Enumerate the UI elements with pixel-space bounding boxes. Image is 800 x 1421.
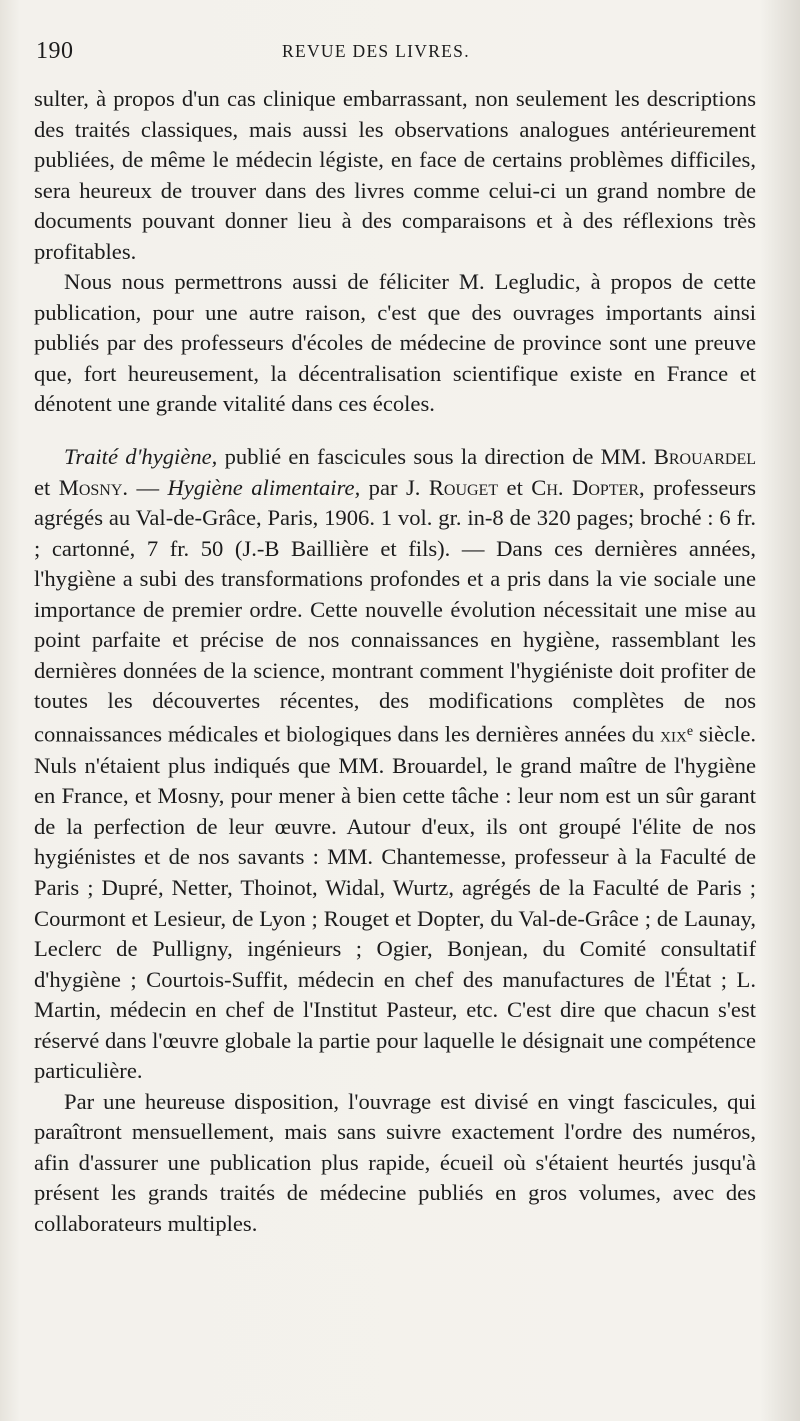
review-text-2: et: [34, 474, 59, 500]
paragraph-fascicules: Par une heureuse disposition, l'ouvrage est divisé en vingt fascicules, qui paraîtront mensuellement, mais sans suivre exactement l'ordre des numéros, afin d'assurer une publication plus rapide, écueil où s'étaient heurtés jusqu'à présent les grands traités de médecine publiés en gros volumes, avec des collaborateurs multiples.: [34, 1088, 756, 1236]
century-superscript: e: [686, 723, 694, 739]
review-text-3: . —: [122, 474, 168, 500]
review-text-1: publié en fascicules sous la direction de MM.: [217, 444, 654, 470]
author-rouget: Rouget: [428, 474, 499, 500]
book-title: Traité d'hygiène,: [64, 444, 218, 470]
century-numeral: xix: [660, 723, 687, 747]
review-text-5: et: [498, 474, 532, 500]
author-dopter: Ch. Dopter: [531, 474, 639, 500]
paragraph-legludic: Nous nous permettrons aussi de féliciter M. Legludic, à propos de cette publication, pour une autre raison, c'est que des ouvrages importants ainsi publiés par des professeurs d'écoles de médecine de province sont une preuve que, fort heureusement, la décentralisation scientifique existe en France et dénotent une grande vitalité dans ces écoles.: [34, 269, 756, 417]
author-brouardel: Brouardel: [653, 444, 756, 470]
body-text: [34, 84, 756, 1240]
paragraph-review-traite-hygiene: [34, 442, 756, 1087]
paragraph-continuation: sulter, à propos d'un cas clinique embarrassant, non seulement les descriptions des traités classiques, mais aussi les observations analogues antérieurement publiées, de même le médecin légiste, en face de certains problèmes difficiles, sera heureux de trouver dans des livres comme celui-ci un grand nombre de documents pouvant donner lieu à des comparaisons et à des réflexions très profitables.: [34, 86, 756, 264]
review-text-4: par J.: [360, 474, 429, 500]
author-mosny: Mosny: [58, 474, 123, 500]
page-header: [36, 34, 756, 74]
book-subtitle: Hygiène alimentaire,: [167, 474, 361, 500]
review-text-6: , professeurs agrégés au Val-de-Grâce, Paris, 1906. 1 vol. gr. in-8 de 320 pages; broché : 6 fr. ; cartonné, 7 fr. 50 (J.-B Baillière et fils). — Dans ces dernières années, l'hygiène a subi des transformations profondes et a pris dans la vie sociale une importance de premier ordre. Cette nouvelle évolution nécessitait une mise au point parfaite et précise de nos connaissances en hygiène, rassemblant les dernières données de la science, montrant comment l'hygiéniste doit profiter de toutes les découvertes récentes, des modifications complètes de nos connaissances médicales et biologiques dans les dernières années du: [34, 474, 756, 747]
page-number: 190: [36, 38, 74, 64]
running-head: REVUE DES LIVRES.: [282, 41, 470, 61]
review-text-7: siècle. Nuls n'étaient plus indiqués que MM. Brouardel, le grand maître de l'hygiène en France, et Mosny, pour mener à bien cette tâche : leur nom est un sûr garant de la perfection de leur œuvre. Autour d'eux, ils ont groupé l'élite de nos hygiénistes et de nos savants : MM. Chantemesse, professeur à la Faculté de Paris ; Dupré, Netter, Thoinot, Widal, Wurtz, agrégés de la Faculté de Paris ; Courmont et Lesieur, de Lyon ; Rouget et Dopter, du Val-de-Grâce ; de Launay, Leclerc de Pulligny, ingénieurs ; Ogier, Bonjean, du Comité consultatif d'hygiène ; Courtois-Suffit, médecin en chef des manufactures de l'État ; L. Martin, médecin en chef de l'Institut Pasteur, etc. C'est dire que chacun s'est réservé dans l'œuvre globale la partie pour laquelle le désignait une compétence particulière.: [34, 721, 757, 1084]
